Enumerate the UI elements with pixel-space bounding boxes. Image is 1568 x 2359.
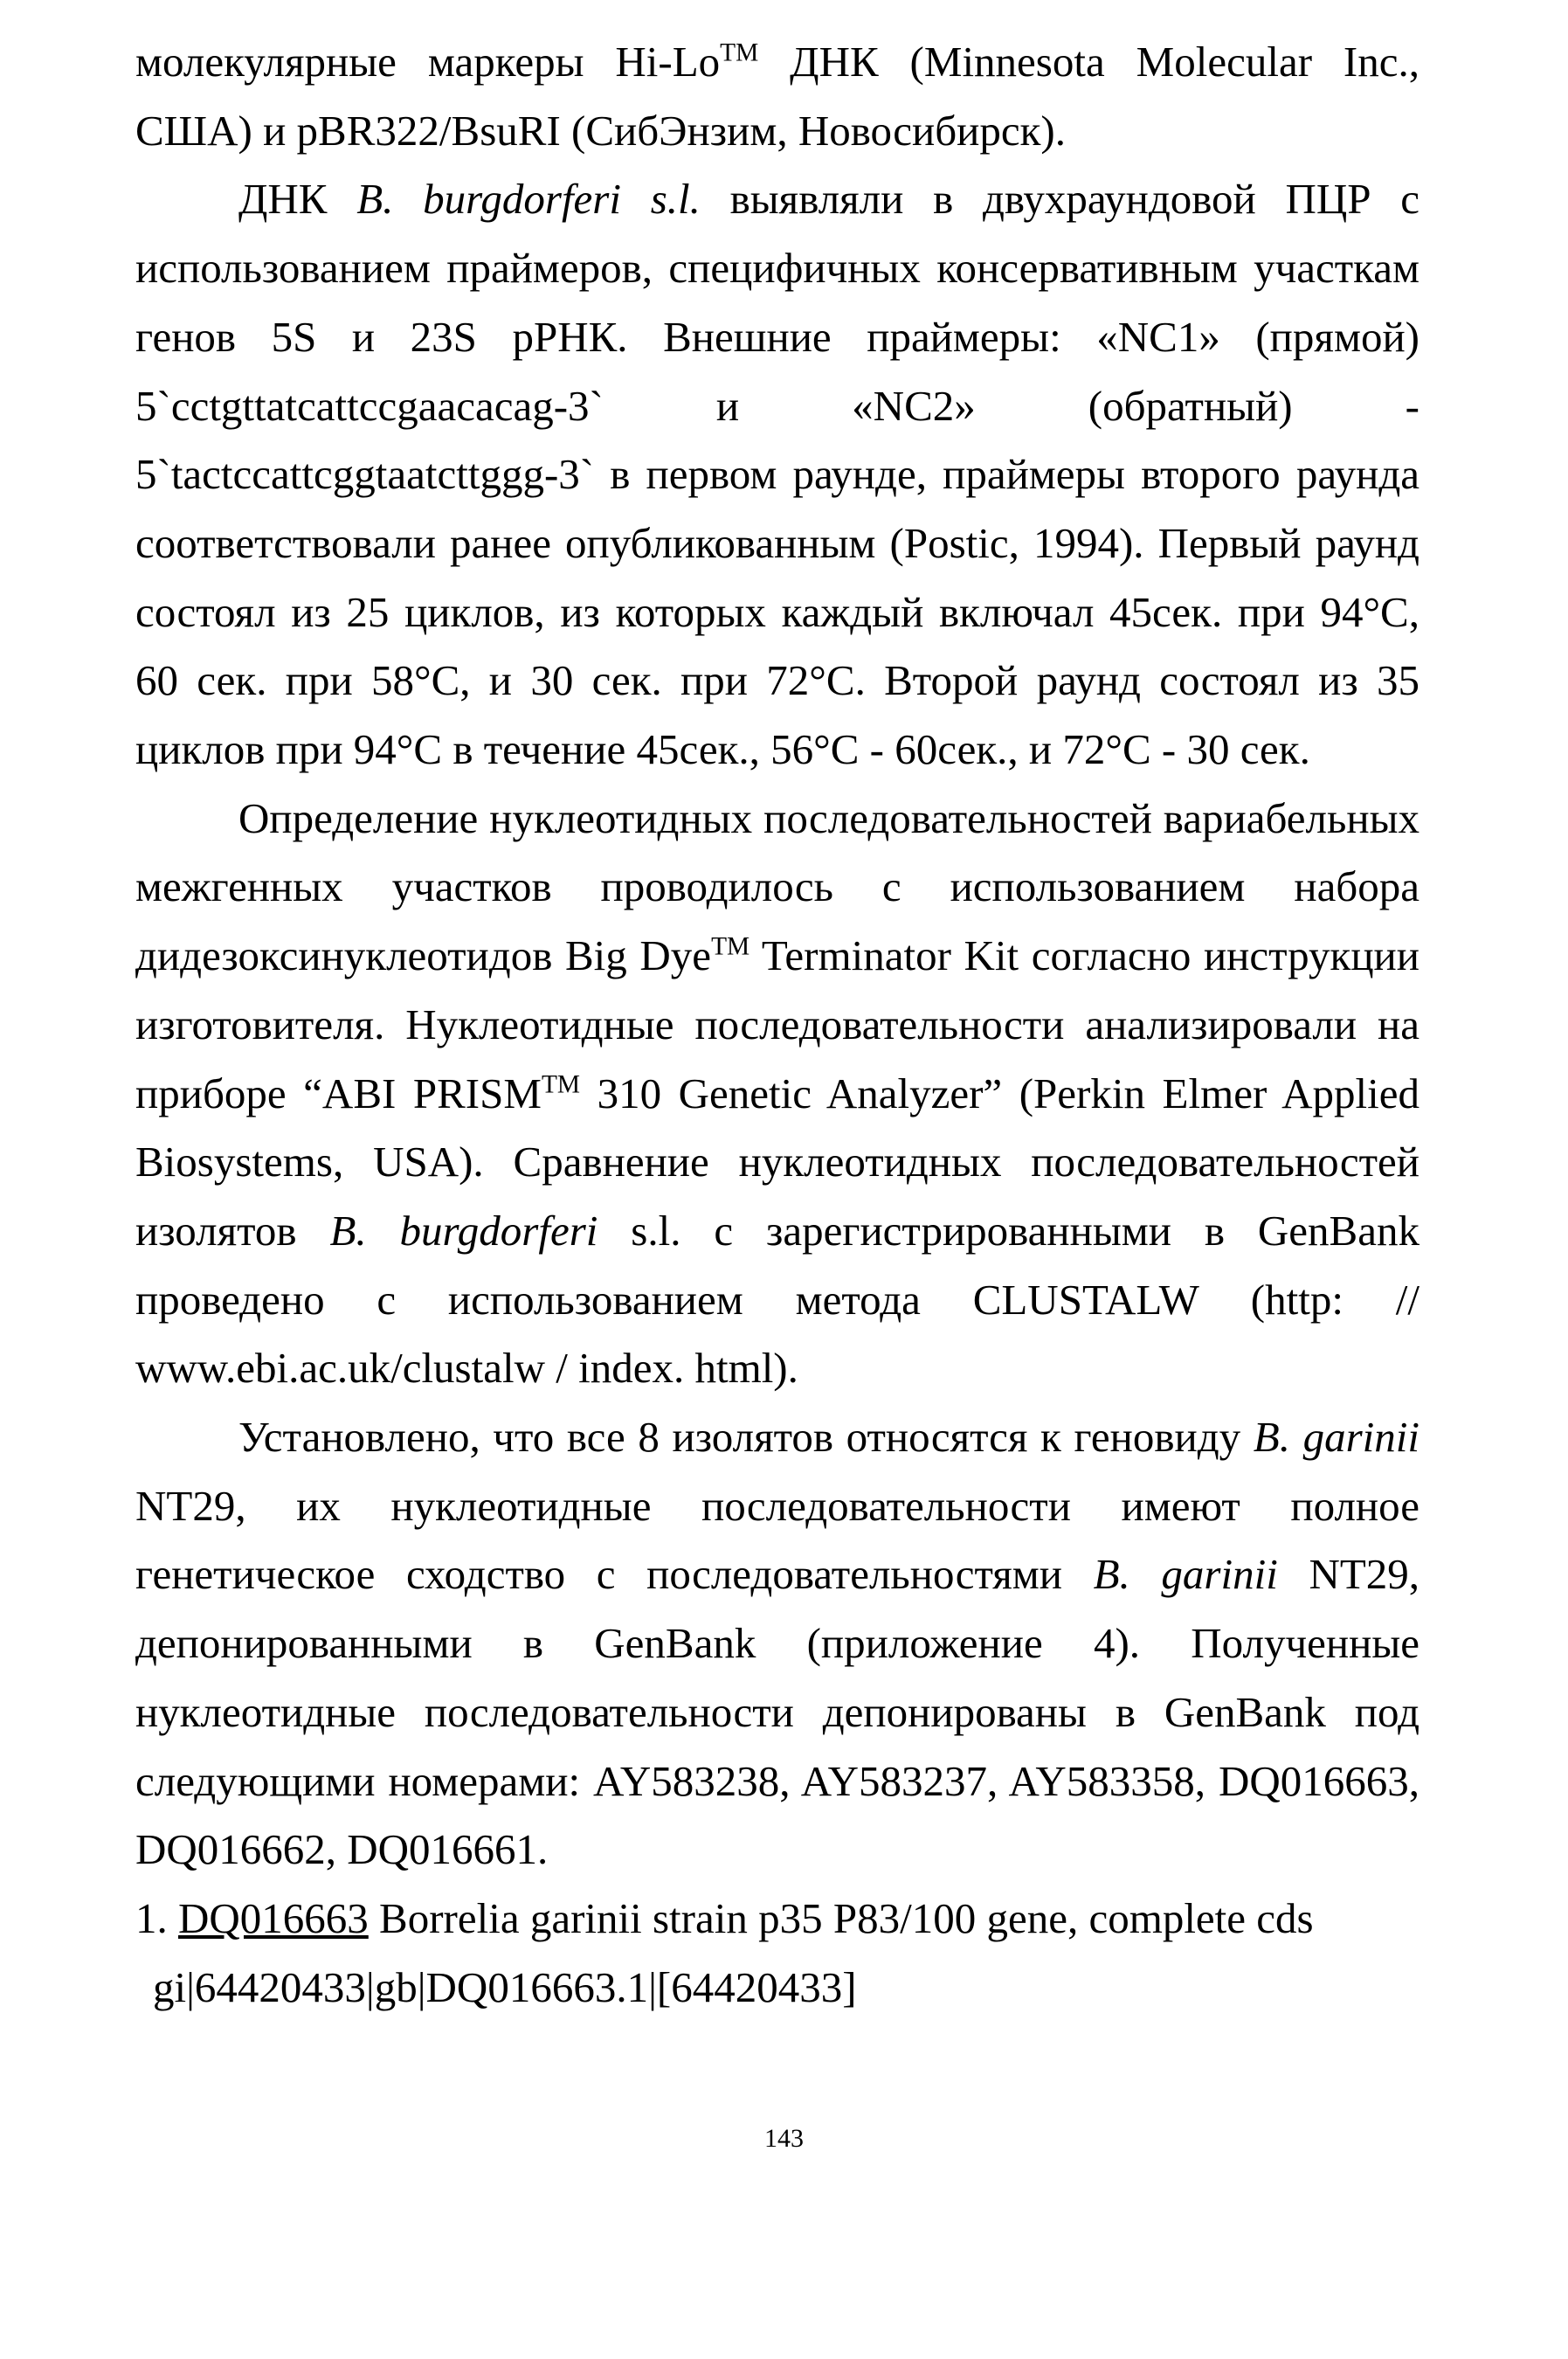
page-number: 143 <box>764 2124 804 2153</box>
paragraph-pcr-method <box>135 165 1419 784</box>
text-run: молекулярные маркеры Hi-Lo <box>135 38 721 86</box>
text-run: NT29, их нуклеотидные последовательности имеют полное генетическое сходство с последовательностями <box>135 1481 1419 1599</box>
text-run: Установлено, что все 8 изолятов относятся к геновиду <box>238 1413 1254 1462</box>
text-run: выявляли в двухраундовой ПЦР с использованием праймеров, специфичных консервативным участкам генов 5S и 23S рРНК. Внешние праймеры: «NC1» (прямой) 5`cctgttatcattccgaacacag-3` и «NC2» (обратный) - 5`tactccattcggtaatcttggg-3` в первом раунде, праймеры второго раунда соответствовали ранее опубликованным (Postic, 1994). Первый раунд состоял из 25 циклов, из которых каждый включал 45сек. при 94°С, 60 сек. при 58°С, и 30 сек. при 72°С. Второй раунд состоял из 35 циклов при 94°С в течение 45сек., 56°С - 60сек., и 72°С - 30 сек. <box>135 175 1419 774</box>
list-number: 1. <box>135 1893 178 1942</box>
text-run: NT29, депонированными в GenBank (приложение 4). Полученные нуклеотидные последовательности депонированы в GenBank под следующими номерами: AY583238, AY583237, AY583358, DQ016663, DQ016662, DQ016661. <box>135 1550 1420 1874</box>
text-run: ДНК (Minnesota Molecular Inc., США) и pBR322/BsuRI (СибЭнзим, Новосибирск). <box>135 38 1419 155</box>
trademark-superscript: TM <box>541 1070 581 1099</box>
trademark-superscript: TM <box>711 932 750 961</box>
text-run: ДНК <box>238 175 357 224</box>
sequence-identifiers: gi|64420433|gb|DQ016663.1|[64420433] <box>153 1962 857 2011</box>
paragraph-sequencing <box>135 785 1419 1403</box>
sequence-title: Borrelia garinii strain p35 P83/100 gene, complete cds <box>368 1893 1314 1942</box>
species-name: B. burgdorferi s.l. <box>356 175 701 224</box>
paragraph-results <box>135 1403 1419 1885</box>
accession-link[interactable]: DQ016663 <box>178 1893 369 1942</box>
text-run: 310 Genetic Analyzer” (Perkin Elmer Applied Biosystems, USA). Сравнение нуклеотидных последовательностей изолятов <box>135 1069 1419 1255</box>
trademark-superscript: TM <box>720 38 759 67</box>
text-run: Terminator Kit согласно инструкции изготовителя. Нуклеотидные последовательности анализировали на приборе “ABI PRISM <box>135 931 1419 1117</box>
species-name: B. garinii <box>1093 1550 1278 1599</box>
paragraph-markers <box>135 28 1419 165</box>
text-run: s.l. с зарегистрированными в GenBank проведено с использованием метода CLUSTALW (http: // www.ebi.ac.uk/clustalw / index. html). <box>135 1206 1419 1393</box>
species-name: B. garinii <box>1253 1413 1419 1462</box>
genbank-list-item <box>135 1885 1419 2022</box>
body-text <box>135 28 1419 2022</box>
text-run: Определение нуклеотидных последовательностей вариабельных межгенных участков проводилось с использованием набора дидезоксинуклеотидов Big Dye <box>135 793 1419 980</box>
species-name: B. burgdorferi <box>329 1206 598 1255</box>
